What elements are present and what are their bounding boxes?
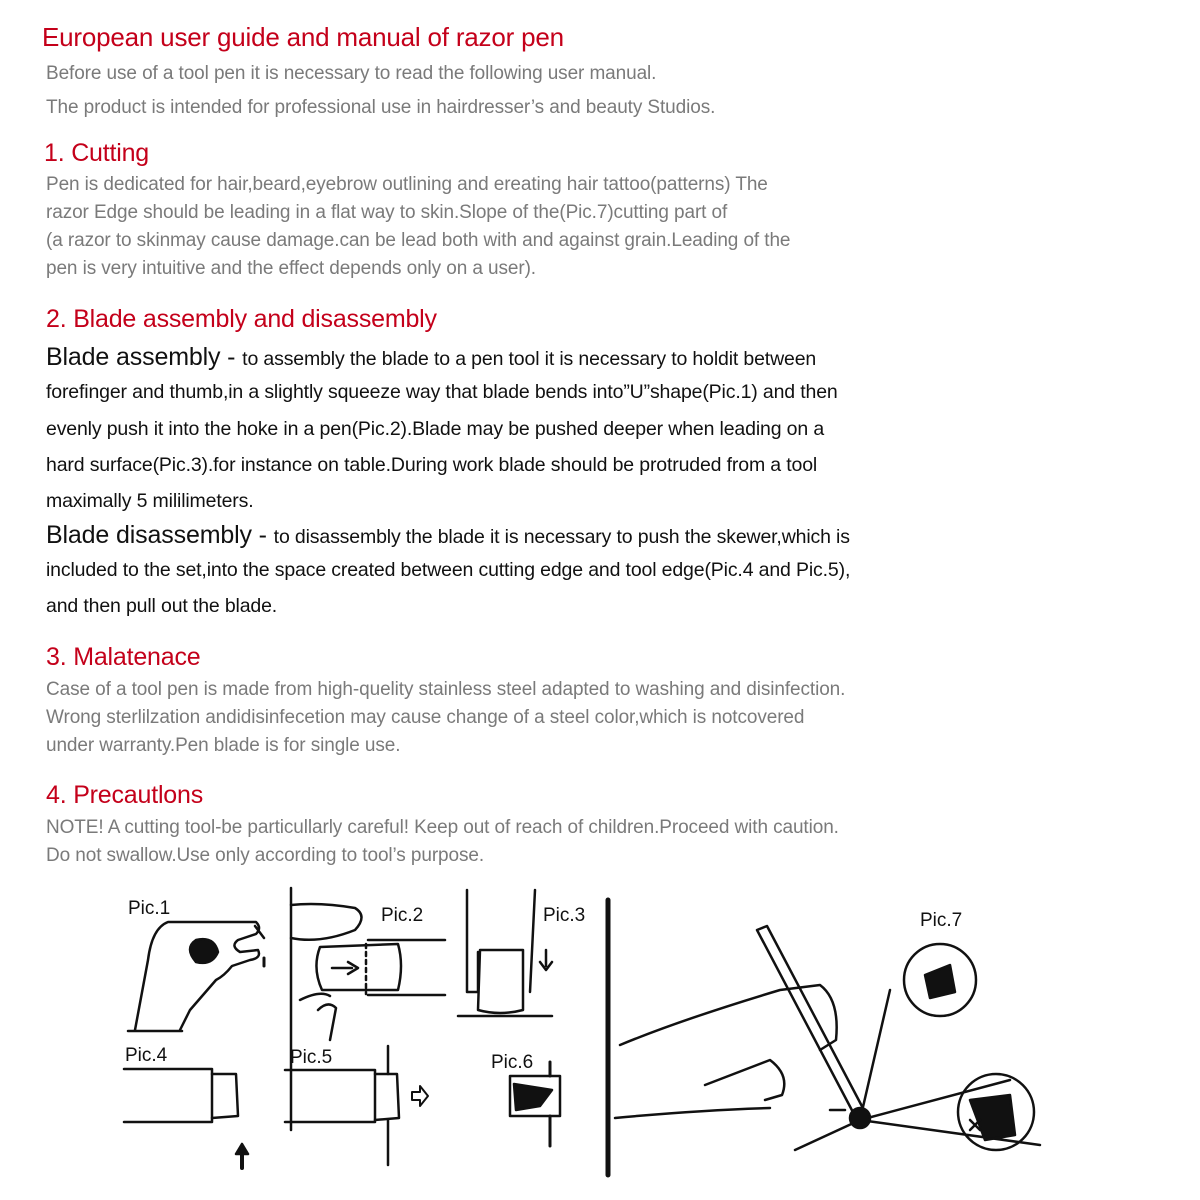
pic3-pen-on-table-icon — [458, 890, 552, 1016]
assembly-line-2: forefinger and thumb,in a slightly squeeze way that blade bends into”U”shape(Pic.1) and then — [46, 381, 838, 403]
disassembly-lead: Blade disassembly — [46, 521, 252, 549]
pic4-pen-icon — [124, 1069, 238, 1122]
intro-line-1: Before use of a tool pen it is necessary to read the following user manual. — [46, 63, 657, 84]
section-heading-maintenance: 3. Malatenace — [46, 643, 201, 671]
page-title: European user guide and manual of razor pen — [42, 22, 564, 52]
cutting-line-3: (a razor to skinmay cause damage.can be lead both with and against grain.Leading of the — [46, 230, 791, 251]
cutting-line-1: Pen is dedicated for hair,beard,eyebrow outlining and ereating hair tattoo(patterns) The — [46, 174, 768, 195]
pic1-hand-icon — [128, 922, 264, 1031]
section-heading-cutting: 1. Cutting — [44, 139, 150, 167]
intro-line-2: The product is intended for professional use in hairdresser’s and beauty Studios. — [46, 97, 716, 118]
section-heading-blade: 2. Blade assembly and disassembly — [46, 305, 437, 333]
precautions-line-1: NOTE! A cutting tool-be particullarly careful! Keep out of reach of children.Proceed with caution. — [46, 817, 839, 838]
assembly-lead: Blade assembly — [46, 343, 221, 371]
assembly-text-1: to assembly the blade to a pen tool it is necessary to holdit between — [242, 348, 817, 370]
section-heading-precautions: 4. Precautlons — [46, 781, 204, 809]
assembly-line-3: evenly push it into the hoke in a pen(Pic.2).Blade may be pushed deeper when leading on a — [46, 418, 825, 440]
pic2-label: Pic.2 — [381, 905, 424, 926]
pic6-label: Pic.6 — [491, 1052, 534, 1073]
pic5-label: Pic.5 — [290, 1047, 333, 1068]
pic6-blade-icon — [510, 1062, 560, 1146]
maintenance-line-3: under warranty.Pen blade is for single use. — [46, 735, 401, 756]
cutting-line-2: razor Edge should be leading in a flat way to skin.Slope of the(Pic.7)cutting part of — [46, 202, 728, 223]
disassembly-text-1: to disassembly the blade it is necessary to push the skewer,which is — [273, 526, 850, 548]
maintenance-line-1: Case of a tool pen is made from high-quelity stainless steel adapted to washing and disinfection. — [46, 679, 846, 700]
disassembly-line-2: included to the set,into the space created between cutting edge and tool edge(Pic.4 and Pic.5), — [46, 559, 851, 581]
assembly-dash: - — [220, 343, 243, 371]
assembly-line-1 — [46, 343, 816, 372]
disassembly-line-3: and then pull out the blade. — [46, 595, 278, 617]
cutting-line-4: pen is very intuitive and the effect depends only on a user). — [46, 258, 536, 279]
pic7-label: Pic.7 — [920, 910, 963, 931]
instruction-diagrams — [0, 880, 1200, 1200]
pic4-label: Pic.4 — [125, 1045, 168, 1066]
disassembly-line-1 — [46, 521, 850, 550]
pic1-label: Pic.1 — [128, 898, 171, 919]
assembly-line-4: hard surface(Pic.3).for instance on table.During work blade should be protruded from a tool — [46, 454, 818, 476]
disassembly-dash: - — [251, 521, 274, 549]
maintenance-line-2: Wrong sterlilzation andidisinfecetion may cause change of a steel color,which is notcovered — [46, 707, 805, 728]
precautions-line-2: Do not swallow.Use only according to tool’s purpose. — [46, 845, 485, 866]
assembly-line-5: maximally 5 mililimeters. — [46, 490, 254, 512]
illustrations-panel — [0, 880, 1200, 1200]
pic3-label: Pic.3 — [543, 905, 586, 926]
pic7-hand-with-pen-icon — [615, 926, 1040, 1150]
